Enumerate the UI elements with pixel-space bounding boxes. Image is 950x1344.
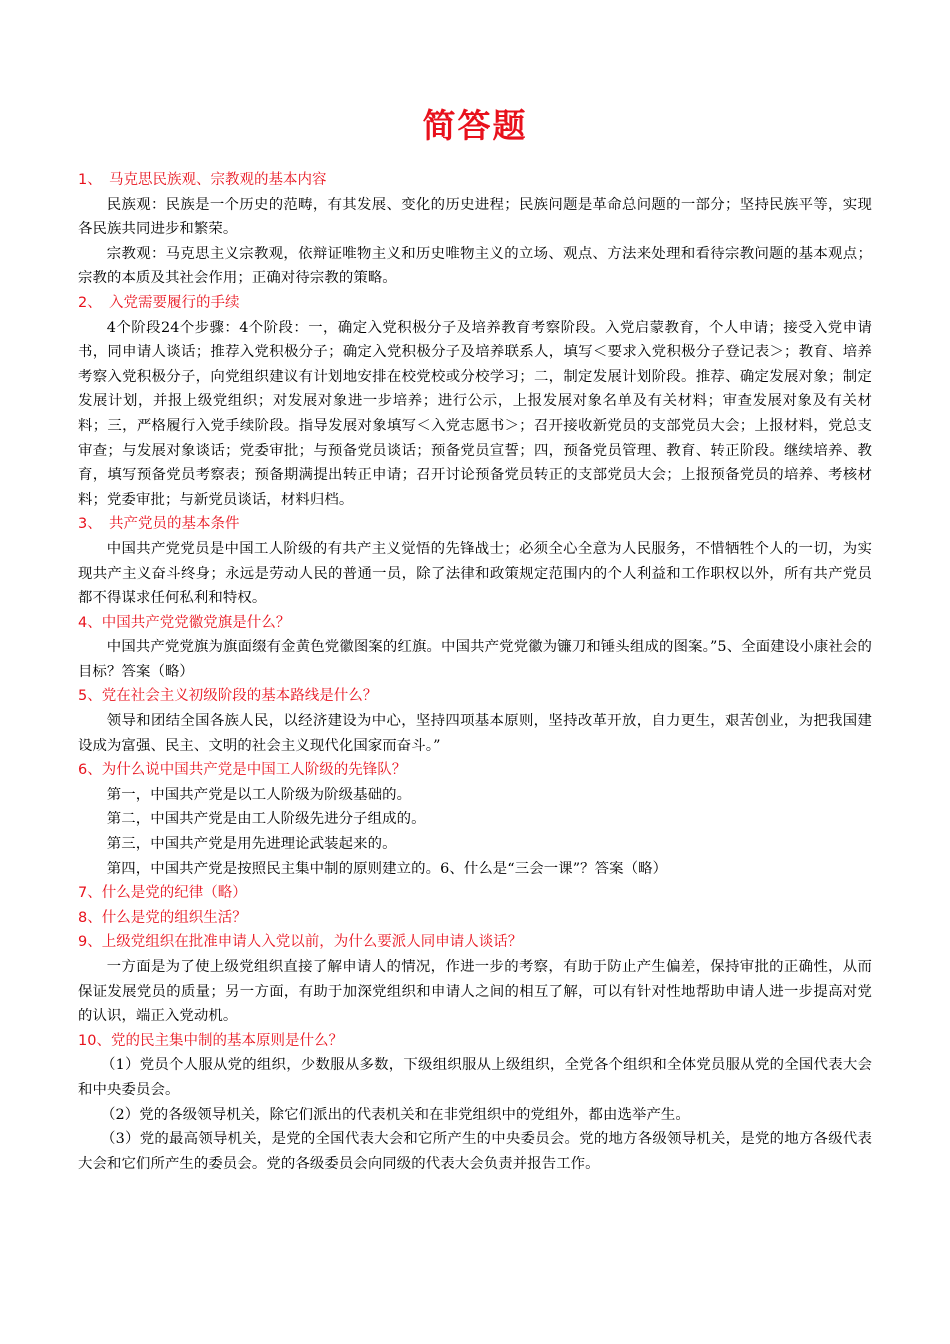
qa-section-9 <box>78 930 872 1028</box>
question-heading: 7、什么是党的纪律（略） <box>78 885 247 902</box>
answer-paragraph: 中国共产党党旗为旗面缀有金黄色党徽图案的红旗。中国共产党党徽为镰刀和锤头组成的图案。”5、全面建设小康社会的目标？答案（略） <box>78 639 872 680</box>
answer-paragraph: 一方面是为了使上级党组织直接了解申请人的情况，作进一步的考察，有助于防止产生偏差，保持审批的正确性，从而保证发展党员的质量；另一方面，有助于加深党组织和申请人之间的相互了解，可以有针对性地帮助申请人进一步提高对党的认识，端正入党动机。 <box>78 959 872 1025</box>
answer-list-item: （1）党员个人服从党的组织，少数服从多数，下级组织服从上级组织，全党各个组织和全体党员服从党的全国代表大会和中央委员会。 <box>78 1057 872 1098</box>
answer-paragraph: 宗教观：马克思主义宗教观，依辩证唯物主义和历史唯物主义的立场、观点、方法来处理和看待宗教问题的基本观点；宗教的本质及其社会作用；正确对待宗教的策略。 <box>78 245 872 287</box>
qa-section-6 <box>78 758 872 881</box>
qa-section-3 <box>78 512 872 610</box>
answer-paragraph: 第二，中国共产党是由工人阶级先进分子组成的。 <box>106 811 426 828</box>
qa-section-7 <box>78 881 872 906</box>
answer-paragraph: 第一，中国共产党是以工人阶级为阶级基础的。 <box>106 786 412 803</box>
page-title: 简答题 <box>422 106 528 145</box>
qa-section-8 <box>78 906 872 931</box>
question-heading: 1、 马克思民族观、宗教观的基本内容 <box>78 172 327 188</box>
answer-list-item: （3）党的最高领导机关，是党的全国代表大会和它所产生的中央委员会。党的地方各级领导机关，是党的地方各级代表大会和它们所产生的委员会。党的各级委员会向同级的代表大会负责并报告工作。 <box>78 1131 872 1172</box>
question-heading: 5、党在社会主义初级阶段的基本路线是什么？ <box>78 688 378 705</box>
answer-list-item: （2）党的各级领导机关，除它们派出的代表机关和在非党组织中的党组外，都由选举产生。 <box>101 1106 690 1123</box>
answer-paragraph: 第三，中国共产党是用先进理论武装起来的。 <box>106 836 397 853</box>
qa-section-10 <box>78 1029 872 1177</box>
question-heading: 4、中国共产党党徽党旗是什么？ <box>78 614 291 631</box>
answer-paragraph: 4个阶段24个步骤：4个阶段：一，确定入党积极分子及培养教育考察阶段。入党启蒙教育，个人申请；接受入党申请书，同申请人谈话；推荐入党积极分子；确定入党积极分子及培养联系人，填写＜要求入党积极分子登记表＞；教育、培养考察入党积极分子，向党组织建议有计划地安排在校党校或分校学习；二，制定发展计划阶段。推荐、确定发展对象；制定发展计划，并报上级党组织；对发展对象进一步培养；进行公示，上报发展对象名单及有关材料；审查发展对象及有关材料；三，严格履行入党手续阶段。指导发展对象填写＜入党志愿书＞；召开接收新党员的支部党员大会；上报材料，党总支审查；与发展对象谈话；党委审批；与预备党员谈话；预备党员宣誓；四，预备党员管理、教育、转正阶段。继续培养、教育，填写预备党员考察表；预备期满提出转正申请；召开讨论预备党员转正的支部党员大会；上报预备党员的培养、考核材料；党委审批；与新党员谈话，材料归档。 <box>78 319 872 508</box>
question-heading: 8、什么是党的组织生活？ <box>78 909 247 926</box>
qa-section-4 <box>78 611 872 685</box>
question-heading: 6、为什么说中国共产党是中国工人阶级的先锋队？ <box>78 762 407 779</box>
question-heading: 2、 入党需要履行的手续 <box>78 294 240 311</box>
qa-section-2 <box>78 291 872 512</box>
document-body <box>78 168 872 1176</box>
qa-section-5 <box>78 684 872 758</box>
qa-section-1 <box>78 168 872 291</box>
answer-paragraph: 民族观：民族是一个历史的范畴，有其发展、变化的历史进程；民族问题是革命总问题的一部分；坚持民族平等，实现各民族共同进步和繁荣。 <box>78 196 872 238</box>
question-heading: 10、党的民主集中制的基本原则是什么？ <box>78 1032 343 1049</box>
question-heading: 3、 共产党员的基本条件 <box>78 516 240 533</box>
answer-paragraph: 第四，中国共产党是按照民主集中制的原则建立的。6、什么是“三会一课”？答案（略） <box>106 860 668 877</box>
answer-paragraph: 中国共产党党员是中国工人阶级的有共产主义觉悟的先锋战士；必须全心全意为人民服务，不惜牺牲个人的一切，为实现共产主义奋斗终身；永远是劳动人民的普通一员，除了法律和政策规定范围内的个人利益和工作职权以外，所有共产党员都不得谋求任何私利和特权。 <box>78 540 872 607</box>
answer-paragraph: 领导和团结全国各族人民，以经济建设为中心，坚持四项基本原则，坚持改革开放，自力更生，艰苦创业，为把我国建设成为富强、民主、文明的社会主义现代化国家而奋斗。” <box>78 713 872 754</box>
question-heading: 9、上级党组织在批准申请人入党以前，为什么要派人同申请人谈话？ <box>78 934 523 951</box>
